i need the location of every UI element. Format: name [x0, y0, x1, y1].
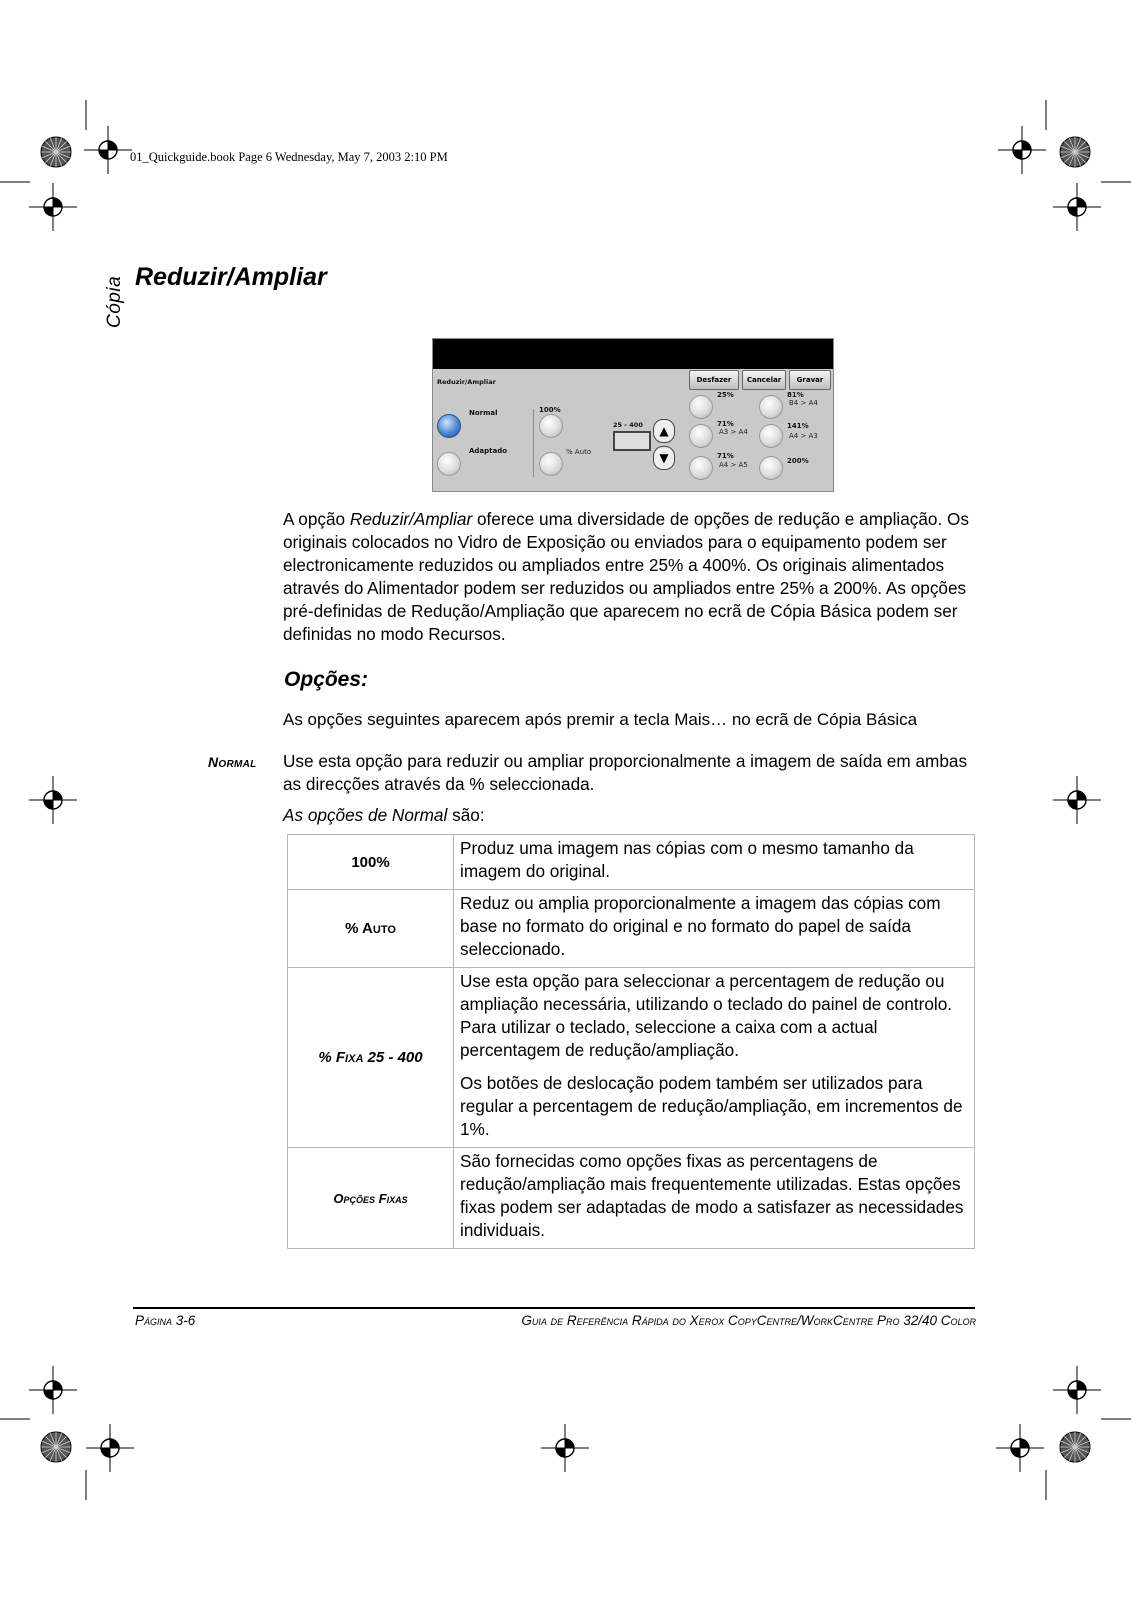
reduce-enlarge-panel	[432, 338, 834, 492]
normal-side-label	[208, 754, 257, 770]
options-table	[287, 834, 975, 1249]
panel-tab-title: Reduzir/Ampliar	[437, 378, 496, 386]
panel-divider	[533, 409, 534, 477]
footer-page-number	[135, 1313, 195, 1328]
footer-page-number-text: Página 3-6	[135, 1313, 196, 1328]
option-key: 100%	[288, 835, 454, 890]
percent-entry-box[interactable]	[613, 431, 651, 451]
normal-options-label-italic: As opções de Normal	[283, 805, 448, 825]
option-key	[288, 968, 454, 1148]
table-row	[288, 835, 975, 890]
table-row	[288, 1148, 975, 1249]
intro-paragraph	[283, 508, 975, 646]
preset-141-sub: A4 > A3	[789, 432, 818, 440]
normal-radio[interactable]	[437, 414, 461, 438]
pct-100-radio[interactable]	[539, 414, 563, 438]
normal-options-label-rest: são:	[447, 805, 485, 825]
option-description	[454, 890, 975, 968]
footer-guide-title-text: Guia de Referência Rápida do Xerox CopyCentre/WorkCentre Pro 32/40 Color	[521, 1313, 976, 1328]
preset-25-radio[interactable]	[689, 395, 713, 419]
option-description-text: Os botões de deslocação podem também ser utilizados para regular a percentagem de redução/ampliação, em incrementos de 1%.	[460, 1073, 963, 1139]
table-row	[288, 890, 975, 968]
table-row	[288, 968, 975, 1148]
option-description-text: Reduz ou amplia proporcionalmente a imagem das cópias com base no formato do original e no formato do papel de saída seleccionado.	[460, 893, 941, 959]
options-heading: Opções:	[284, 668, 369, 691]
option-description-text: Produz uma imagem nas cópias com o mesmo tamanho da imagem do original.	[460, 838, 914, 881]
pct-100-label: 100%	[539, 406, 561, 414]
preset-71b-radio[interactable]	[689, 456, 713, 480]
pct-auto-label: % Auto	[566, 448, 592, 456]
preset-81-sub: B4 > A4	[789, 399, 818, 407]
option-key-text: % Fixa 25 - 400	[318, 1049, 423, 1066]
preset-71b-sub: A4 > A5	[719, 461, 748, 469]
option-key-text: Opções Fixas	[333, 1190, 408, 1206]
option-description	[454, 968, 975, 1148]
preset-200-label: 200%	[787, 457, 809, 465]
preset-81-radio[interactable]	[759, 395, 783, 419]
section-tab-label: Cópia	[104, 275, 125, 328]
arrow-down-icon[interactable]: ▼	[653, 446, 675, 470]
pct-auto-radio[interactable]	[539, 452, 563, 476]
options-intro: As opções seguintes aparecem após premir a tecla Mais… no ecrã de Cópia Básica	[283, 710, 918, 729]
preset-141-label: 141%	[787, 422, 809, 430]
preset-200-radio[interactable]	[759, 456, 783, 480]
normal-options-label	[283, 805, 485, 826]
option-description-text: São fornecidas como opções fixas as percentagens de redução/ampliação mais frequentemente utilizadas. Estas opções fixas podem ser adaptadas de modo a satisfazer as necessidades individuais.	[460, 1151, 964, 1240]
footer-guide-title	[521, 1313, 976, 1328]
undo-button[interactable]: Desfazer	[689, 370, 739, 390]
option-description	[454, 1148, 975, 1249]
intro-text-start: A opção	[283, 509, 350, 529]
preset-71a-sub: A3 > A4	[719, 428, 748, 436]
panel-top-bar	[433, 339, 833, 369]
preset-71a-radio[interactable]	[689, 424, 713, 448]
option-description	[454, 835, 975, 890]
page-title: Reduzir/Ampliar	[135, 263, 327, 291]
preset-81-label: 81%	[787, 391, 804, 399]
intro-feature-name: Reduzir/Ampliar	[349, 509, 473, 529]
save-button[interactable]: Gravar	[789, 370, 831, 390]
preset-141-radio[interactable]	[759, 424, 783, 448]
range-label: 25 - 400	[613, 421, 643, 429]
footer-rule	[133, 1307, 975, 1309]
arrow-up-icon[interactable]: ▲	[653, 419, 675, 443]
preset-25-label: 25%	[717, 391, 734, 399]
cancel-button[interactable]: Cancelar	[742, 370, 786, 390]
preset-71a-label: 71%	[717, 420, 734, 428]
option-key	[288, 1148, 454, 1249]
option-description-text: Use esta opção para seleccionar a percentagem de redução ou ampliação necessária, utilizando o teclado do painel de controlo. Para utilizar o teclado, seleccione a caixa com a actual percentagem de redução/ampliação.	[460, 971, 953, 1060]
option-key-text: % Auto	[345, 920, 396, 937]
normal-option-label: Normal	[469, 409, 498, 417]
adapted-radio[interactable]	[437, 452, 461, 476]
adapted-option-label: Adaptado	[469, 447, 508, 455]
preset-71b-label: 71%	[717, 452, 734, 460]
book-header: 01_Quickguide.book Page 6 Wednesday, May 7, 2003 2:10 PM	[130, 150, 448, 164]
intro-text-rest: oferece uma diversidade de opções de redução e ampliação. Os originais colocados no Vidro de Exposição ou enviados para o equipamento podem ser electronicamente reduzidos ou ampliados entre 25% a 400%. Os originais alimentados através do Alimentador podem ser reduzidos ou ampliados entre 25% a 200%. As opções pré-definidas de Redução/Ampliação que aparecem no ecrã de Cópia Básica podem ser definidas no modo Recursos.	[283, 509, 969, 644]
normal-description: Use esta opção para reduzir ou ampliar proporcionalmente a imagem de saída em ambas as direcções através da % seleccionada.	[283, 751, 968, 794]
normal-side-label-text: Normal	[208, 754, 257, 770]
option-key	[288, 890, 454, 968]
